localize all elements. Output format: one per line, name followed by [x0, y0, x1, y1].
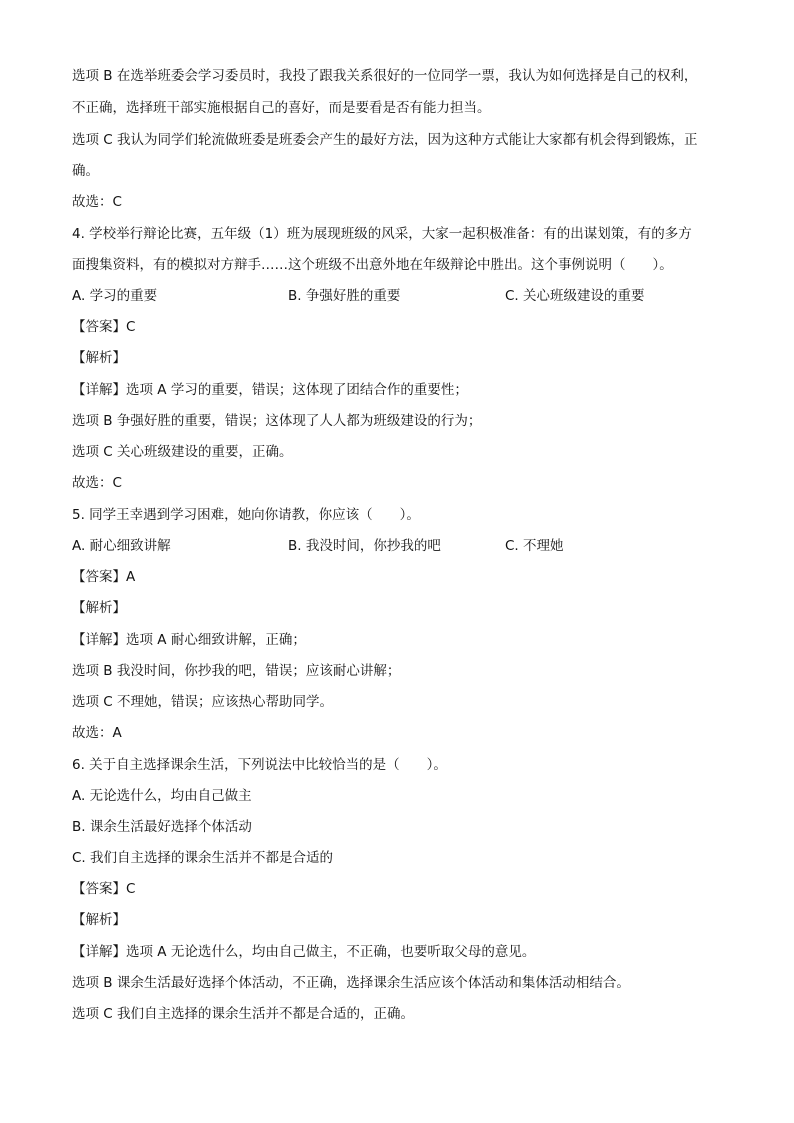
answer-choice: 故选：C	[72, 475, 122, 491]
answer-choice: 故选：A	[72, 725, 122, 741]
analysis-label: 【解析】	[72, 350, 126, 366]
question-4-option-c: C. 关心班级建设的重要	[505, 288, 645, 304]
question-5-option-c: C. 不理她	[505, 538, 564, 554]
question-5-option-b: B. 我没时间，你抄我的吧	[288, 538, 441, 554]
detail-line: 选项 B 争强好胜的重要，错误；这体现了人人都为班级建设的行为；	[72, 413, 482, 429]
answer-label: 【答案】A	[72, 569, 136, 585]
detail-line: 选项 C 我们自主选择的课余生活并不都是合适的，正确。	[72, 1006, 415, 1022]
detail-line: 【详解】选项 A 耐心细致讲解，正确；	[72, 632, 306, 648]
question-4-stem: 4. 学校举行辩论比赛，五年级（1）班为展现班级的风采，大家一起积极准备：有的出谋划策，有的多方	[72, 226, 692, 242]
detail-line: 选项 C 关心班级建设的重要，正确。	[72, 444, 293, 460]
question-6-option-c: C. 我们自主选择的课余生活并不都是合适的	[72, 850, 334, 866]
text-line: 不正确，选择班干部实施根据自己的喜好，而是要看是否有能力担当。	[72, 100, 491, 116]
analysis-label: 【解析】	[72, 912, 126, 928]
question-6-option-a: A. 无论选什么，均由自己做主	[72, 788, 252, 804]
question-6-stem: 6. 关于自主选择课余生活，下列说法中比较恰当的是（ ）。	[72, 757, 447, 773]
detail-line: 【详解】选项 A 无论选什么，均由自己做主，不正确，也要听取父母的意见。	[72, 944, 536, 960]
question-5-stem: 5. 同学王幸遇到学习困难，她向你请教，你应该（ ）。	[72, 507, 420, 523]
answer-label: 【答案】C	[72, 319, 136, 335]
text-line: 选项 C 我认为同学们轮流做班委是班委会产生的最好方法，因为这种方式能让大家都有机会得到锻炼，正	[72, 132, 698, 148]
text-line: 确。	[72, 163, 99, 179]
answer-label: 【答案】C	[72, 881, 136, 897]
answer-choice: 故选：C	[72, 194, 122, 210]
question-4-stem: 面搜集资料，有的模拟对方辩手……这个班级不出意外地在年级辩论中胜出。这个事例说明（ ）。	[72, 257, 673, 273]
analysis-label: 【解析】	[72, 600, 126, 616]
question-5-option-a: A. 耐心细致讲解	[72, 538, 171, 554]
detail-line: 选项 B 我没时间，你抄我的吧，错误；应该耐心讲解；	[72, 663, 401, 679]
question-4-option-b: B. 争强好胜的重要	[288, 288, 401, 304]
detail-line: 选项 B 课余生活最好选择个体活动，不正确，选择课余生活应该个体活动和集体活动相结合。	[72, 975, 630, 991]
detail-line: 选项 C 不理她，错误；应该热心帮助同学。	[72, 694, 334, 710]
detail-line: 【详解】选项 A 学习的重要，错误；这体现了团结合作的重要性；	[72, 382, 468, 398]
text-line: 选项 B 在选举班委会学习委员时，我投了跟我关系很好的一位同学一票，我认为如何选择是自己的权利，	[72, 68, 698, 84]
question-4-option-a: A. 学习的重要	[72, 288, 158, 304]
question-6-option-b: B. 课余生活最好选择个体活动	[72, 819, 252, 835]
